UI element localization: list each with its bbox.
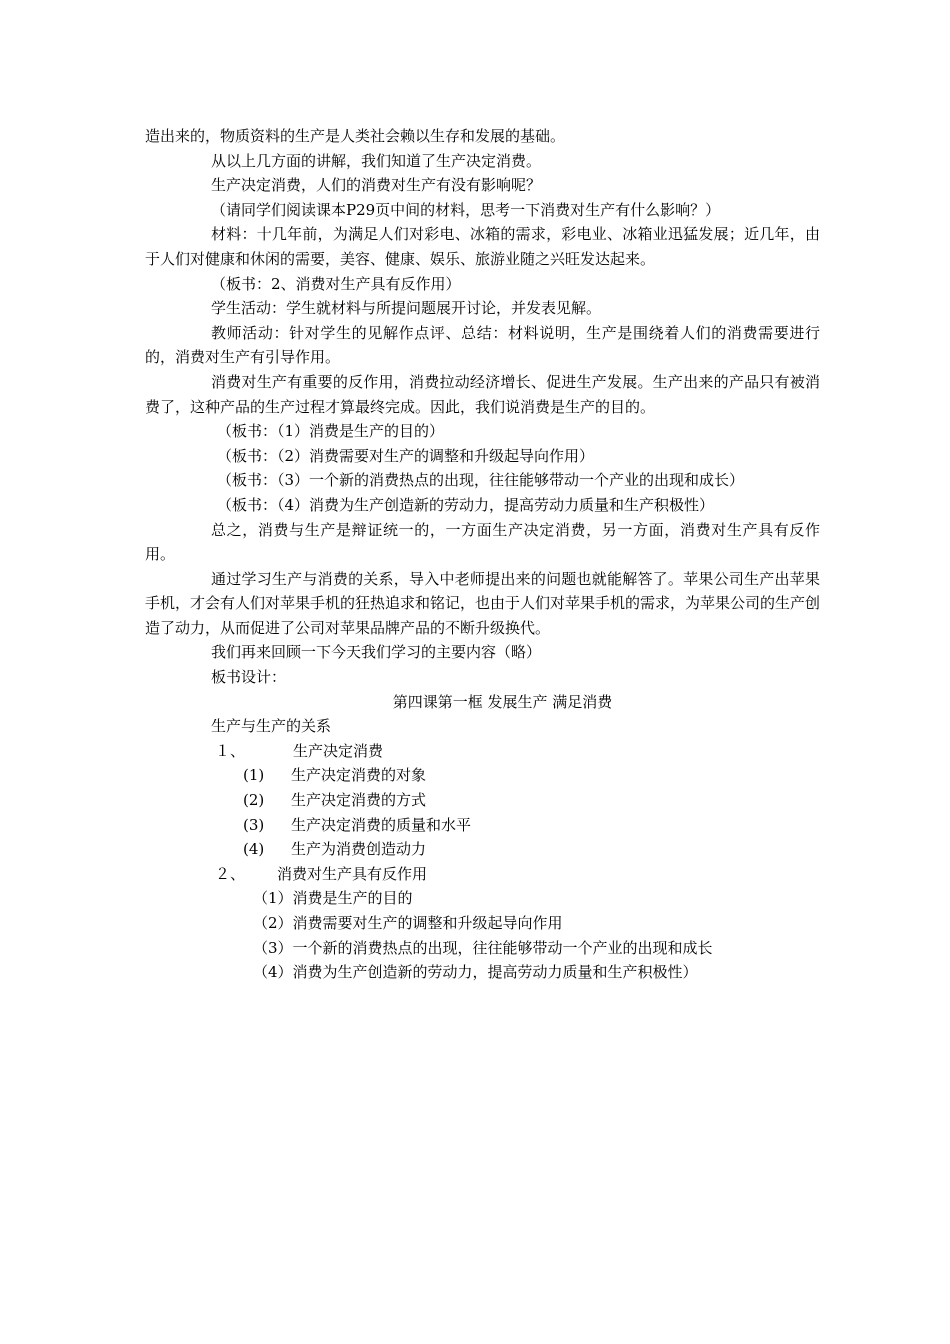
board-item: [145, 813, 820, 838]
board-item: （1）消费是生产的目的: [253, 889, 413, 908]
item-text: 生产决定消费的质量和水平: [291, 815, 472, 834]
item-number: (3): [243, 815, 265, 834]
board-section-2: [145, 862, 820, 887]
document-body: [145, 124, 820, 985]
paragraph: 从以上几方面的讲解，我们知道了生产决定消费。: [211, 151, 542, 170]
board-section-1: [145, 739, 820, 764]
item-number: (4): [243, 840, 265, 859]
item-text: 生产决定消费的方式: [291, 791, 427, 810]
section-label: 生产决定消费: [293, 741, 384, 760]
item-text: 生产为消费创造动力: [291, 840, 427, 859]
board-title: 第四课第一框 发展生产 满足消费: [392, 692, 613, 711]
paragraph: （板书：（2）消费需要对生产的调整和升级起导向作用）: [217, 446, 595, 465]
board-heading: 生产与生产的关系: [211, 717, 332, 736]
board-item: （2）消费需要对生产的调整和升级起导向作用: [253, 914, 563, 932]
paragraph: （板书：（4）消费为生产创造新的劳动力，提高劳动力质量和生产积极性）: [217, 495, 715, 514]
item-number: (2): [243, 791, 265, 810]
section-number: ２、: [215, 864, 246, 883]
paragraph: 造出来的，物质资料的生产是人类社会赖以生存和发展的基础。: [145, 127, 566, 145]
paragraph: 生产决定消费，人们的消费对生产有没有影响呢？: [211, 176, 542, 195]
board-item: （4）消费为生产创造新的劳动力，提高劳动力质量和生产积极性）: [253, 963, 698, 982]
paragraph: 我们再来回顾一下今天我们学习的主要内容（略）: [211, 643, 542, 662]
item-number: (1): [243, 766, 265, 785]
paragraph: 通过学习生产与消费的关系，导入中老师提出来的问题也就能解答了。苹果公司生产出苹果手机，才会有人们对苹果手机的狂热追求和铭记，也由于人们对苹果手机的需求，为苹果公司的生产创造了动力，从而促进了公司对苹果品牌产品的不断升级换代。: [145, 569, 821, 637]
paragraph: 学生活动：学生就材料与所提问题展开讨论，并发表见解。: [211, 299, 602, 318]
paragraph: （板书：2、消费对生产具有反作用）: [211, 274, 461, 293]
section-label: 消费对生产具有反作用: [277, 864, 428, 883]
section-number: １、: [215, 741, 246, 760]
paragraph: 总之，消费与生产是辩证统一的，一方面生产决定消费，另一方面，消费对生产具有反作用。: [145, 520, 820, 564]
paragraph: 消费对生产有重要的反作用，消费拉动经济增长、促进生产发展。生产出来的产品只有被消费了，这种产品的生产过程才算最终完成。因此，我们说消费是生产的目的。: [145, 372, 820, 416]
paragraph: 材料：十几年前，为满足人们对彩电、冰箱的需求，彩电业、冰箱业迅猛发展；近几年，由于人们对健康和休闲的需要，美容、健康、娱乐、旅游业随之兴旺发达起来。: [145, 225, 820, 268]
paragraph: （请同学们阅读课本P29页中间的材料，思考一下消费对生产有什么影响？）: [211, 200, 721, 219]
board-item: [145, 837, 820, 862]
paragraph: 教师活动：针对学生的见解作点评、总结：材料说明，生产是围绕着人们的消费需要进行的，消费对生产有引导作用。: [145, 323, 820, 367]
board-item: [145, 788, 820, 813]
board-item: [145, 763, 820, 788]
paragraph: （板书：（3）一个新的消费热点的出现，往往能够带动一个产业的出现和成长）: [217, 471, 745, 490]
paragraph: 板书设计：: [211, 668, 287, 687]
paragraph: （板书：（1）消费是生产的目的）: [217, 422, 445, 441]
item-text: 生产决定消费的对象: [291, 766, 427, 785]
board-item: （3）一个新的消费热点的出现，往往能够带动一个产业的出现和成长: [253, 938, 713, 957]
